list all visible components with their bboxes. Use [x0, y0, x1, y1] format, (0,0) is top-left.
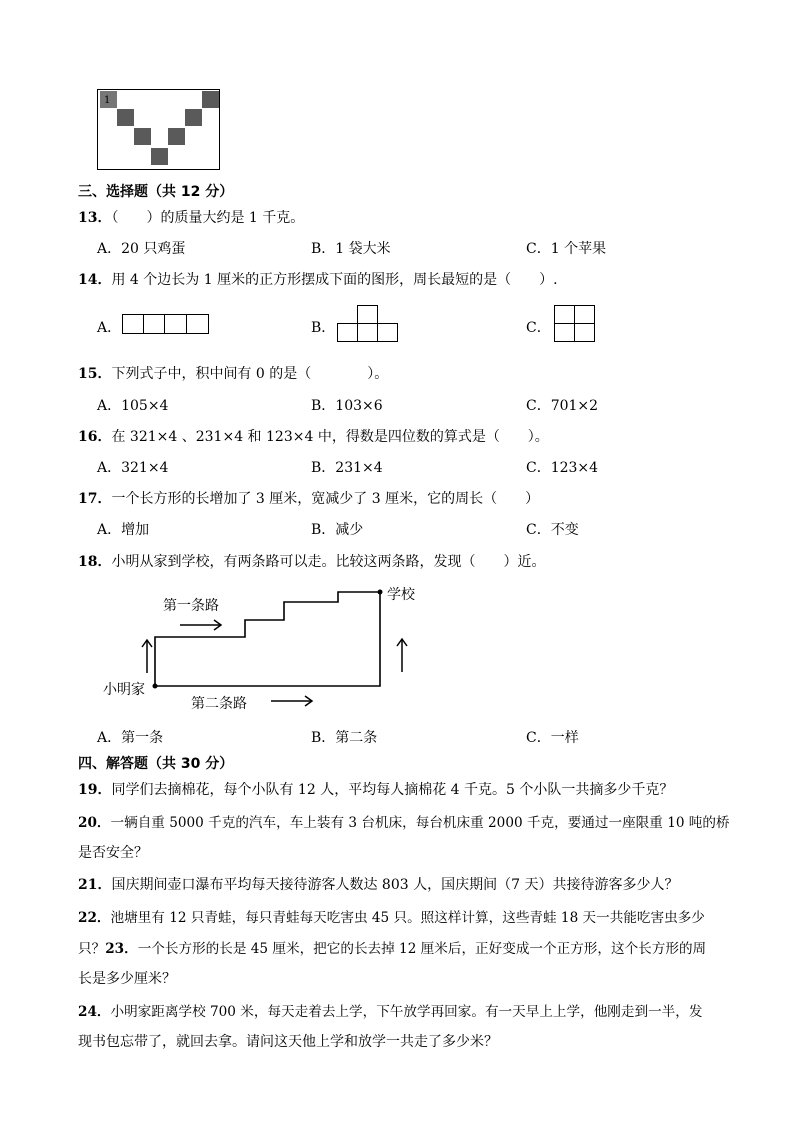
option-b: B．1 袋大米	[311, 241, 391, 257]
option-c: C．不变	[526, 522, 579, 538]
question-21	[78, 874, 678, 894]
route-one-label: 第一条路	[163, 598, 219, 614]
figure-corner-label: 1	[104, 95, 111, 106]
school-point	[378, 590, 383, 595]
square	[164, 314, 187, 334]
arrow-right-icon	[180, 620, 221, 630]
square	[337, 323, 358, 342]
question-number: 23．	[105, 941, 138, 957]
option-c: C．1 个苹果	[526, 241, 607, 257]
pattern-cell	[202, 91, 219, 108]
option-b: B．103×6	[311, 398, 383, 414]
arrow-right-icon	[271, 696, 312, 706]
question-number: 14．	[78, 272, 112, 288]
question-24	[78, 1000, 702, 1020]
question-20-continued: 是否安全？	[78, 845, 148, 861]
route-two-label: 第二条路	[191, 696, 247, 712]
question-24-continued: 现书包忘带了，就回去拿。请问这天他上学和放学一共走了多少米？	[78, 1034, 498, 1050]
home-label: 小明家	[103, 682, 145, 698]
option-b: B．第二条	[311, 730, 378, 746]
square	[143, 314, 165, 334]
school-label: 学校	[387, 587, 415, 603]
question-text: 池塘里有 12 只青蛙，每只青蛙每天吃害虫 45 只。照这样计算，这些青蛙 18 天一共能吃害虫多少	[110, 910, 705, 926]
question-text: 一个长方形的长增加了 3 厘米，宽减少了 3 厘米，它的周长（ ）	[111, 491, 540, 507]
square	[122, 314, 144, 334]
square	[554, 323, 575, 342]
option-b: B．231×4	[311, 460, 383, 476]
pattern-cell	[134, 128, 151, 145]
question-17	[78, 488, 539, 508]
option-a: A．	[97, 320, 122, 336]
square	[357, 305, 378, 324]
question-13	[78, 207, 304, 227]
option-a: A．105×4	[97, 398, 169, 414]
question-text: 在 321×4 、231×4 和 123×4 中，得数是四位数的算式是（ ）。	[111, 429, 549, 445]
arrow-up-icon	[142, 640, 152, 673]
question-19	[78, 779, 673, 799]
arrow-up-icon	[397, 639, 407, 672]
question-text: 用 4 个边长为 1 厘米的正方形摆成下面的图形，周长最短的是（ ）.	[111, 272, 558, 288]
question-text: 小明家距离学校 700 米，每天走着去上学，下午放学再回家。有一天早上上学，他刚走到一半，发	[110, 1004, 703, 1020]
option-c: C．701×2	[526, 398, 599, 414]
option-c: C．123×4	[526, 460, 599, 476]
square	[554, 305, 575, 324]
square	[574, 305, 595, 324]
question-text: 国庆期间壶口瀑布平均每天接待游客人数达 803 人，国庆期间（7 天）共接待游客多少人？	[111, 877, 679, 893]
option-a: A．增加	[97, 522, 150, 538]
question-15	[78, 363, 388, 383]
pattern-cell	[185, 109, 202, 126]
question-number: 21．	[78, 877, 112, 893]
question-text: 一辆自重 5000 千克的汽车，车上装有 3 台机床，每台机床重 2000 千克，要通过一座限重 10 吨的桥	[110, 815, 730, 831]
option-a: A．第一条	[97, 730, 164, 746]
option-a: A．20 只鸡蛋	[97, 241, 186, 257]
option-c: C．一样	[526, 730, 579, 746]
question-number: 24．	[78, 1004, 111, 1020]
question-text: 一个长方形的长是 45 厘米，把它的长去掉 12 厘米后，正好变成一个正方形，这个长方形的周	[137, 941, 707, 957]
pattern-cell	[117, 109, 134, 126]
question-number: 22．	[78, 910, 111, 926]
question-text: 只？	[78, 941, 106, 957]
question-text: 小明从家到学校，有两条路可以走。比较这两条路，发现（ ）近。	[111, 554, 546, 570]
section-title: 三、选择题（共 12 分）	[78, 184, 234, 200]
question-number: 18．	[78, 554, 112, 570]
option-c: C．	[526, 320, 551, 336]
option-b: B．	[311, 320, 336, 336]
option-a: A．321×4	[97, 460, 169, 476]
question-number: 19．	[78, 782, 112, 798]
question-14	[78, 269, 558, 289]
square	[574, 323, 595, 342]
question-number: 13．	[78, 210, 112, 226]
question-text: 下列式子中，积中间有 0 的是（ ）。	[111, 366, 389, 382]
square	[357, 323, 378, 342]
pattern-cell	[168, 128, 185, 145]
question-number: 20．	[78, 815, 111, 831]
question-22	[78, 906, 705, 926]
question-20	[78, 811, 730, 831]
question-16	[78, 426, 549, 446]
square	[186, 314, 209, 334]
square	[377, 323, 398, 342]
question-23-continued: 长是多少厘米？	[78, 971, 176, 987]
question-text: 同学们去摘棉花，每个小队有 12 人，平均每人摘棉花 4 千克。5 个小队一共摘多少千克？	[111, 782, 674, 798]
question-18	[78, 551, 545, 571]
question-number: 16．	[78, 429, 112, 445]
home-point	[153, 684, 158, 689]
question-text: （ ）的质量大约是 1 千克。	[111, 210, 305, 226]
question-number: 17．	[78, 491, 112, 507]
section-title: 四、解答题（共 30 分）	[78, 756, 234, 772]
question-number: 15．	[78, 366, 112, 382]
question-22-23-line	[78, 937, 706, 957]
option-b: B．减少	[311, 522, 364, 538]
pattern-cell	[151, 148, 168, 165]
v-pattern-figure	[97, 89, 220, 170]
